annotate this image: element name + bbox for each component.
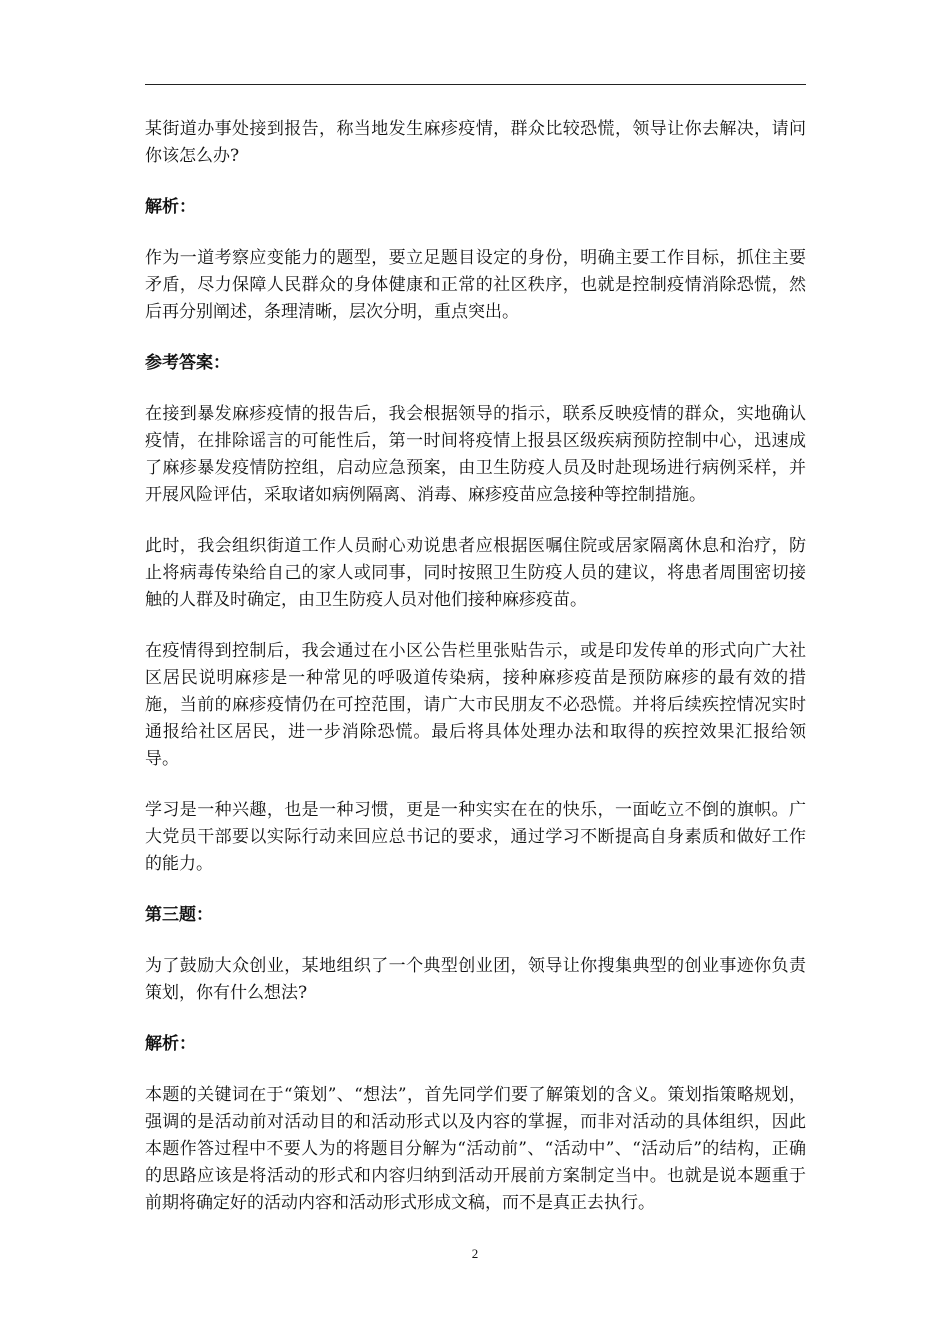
question-3-heading: 第三题： bbox=[145, 905, 213, 925]
analysis-heading-2: 解析： bbox=[145, 1034, 196, 1054]
question-3-text: 为了鼓励大众创业，某地组织了一个典型创业团，领导让你搜集典型的创业事迹你负责策划，你有什么想法? bbox=[145, 956, 806, 1003]
question-2-text: 某街道办事处接到报告，称当地发生麻疹疫情，群众比较恐慌，领导让你去解决，请问你该怎么办? bbox=[145, 119, 806, 166]
page-number: 2 bbox=[471, 1246, 479, 1261]
answer-heading: 参考答案： bbox=[145, 353, 230, 373]
document-body bbox=[145, 116, 806, 1241]
analysis-heading-1: 解析： bbox=[145, 197, 196, 217]
answer-para-2: 此时，我会组织街道工作人员耐心劝说患者应根据医嘱住院或居家隔离休息和治疗，防止将病毒传染给自己的家人或同事，同时按照卫生防疫人员的建议，将患者周围密切接触的人群及时确定，由卫生防疫人员对他们接种麻疹疫苗。 bbox=[145, 536, 806, 610]
answer-para-3: 在疫情得到控制后，我会通过在小区公告栏里张贴告示，或是印发传单的形式向广大社区居民说明麻疹是一种常见的呼吸道传染病，接种麻疹疫苗是预防麻疹的最有效的措施，当前的麻疹疫情仍在可控范围，请广大市民朋友不必恐慌。并将后续疾控情况实时通报给社区居民，进一步消除恐慌。最后将具体处理办法和取得的疾控效果汇报给领导。 bbox=[145, 641, 806, 769]
header-rule bbox=[145, 84, 806, 85]
answer-para-1: 在接到暴发麻疹疫情的报告后，我会根据领导的指示，联系反映疫情的群众，实地确认疫情，在排除谣言的可能性后，第一时间将疫情上报县区级疾病预防控制中心，迅速成了麻疹暴发疫情防控组，启动应急预案，由卫生防疫人员及时赴现场进行病例采样，并开展风险评估，采取诸如病例隔离、消毒、麻疹疫苗应急接种等控制措施。 bbox=[145, 404, 806, 505]
analysis-text-1: 作为一道考察应变能力的题型，要立足题目设定的身份，明确主要工作目标，抓住主要矛盾，尽力保障人民群众的身体健康和正常的社区秩序，也就是控制疫情消除恐慌，然后再分别阐述，条理清晰，层次分明，重点突出。 bbox=[145, 248, 806, 322]
analysis-text-2: 本题的关键词在于“策划”、“想法”，首先同学们要了解策划的含义。策划指策略规划，强调的是活动前对活动目的和活动形式以及内容的掌握，而非对活动的具体组织，因此本题作答过程中不要人为的将题目分解为“活动前”、“活动中”、“活动后”的结构，正确的思路应该是将活动的形式和内容归纳到活动开展前方案制定当中。也就是说本题重于前期将确定好的活动内容和活动形式形成文稿，而不是真正去执行。 bbox=[145, 1085, 806, 1213]
study-para: 学习是一种兴趣，也是一种习惯，更是一种实实在在的快乐，一面屹立不倒的旗帜。广大党员干部要以实际行动来回应总书记的要求，通过学习不断提高自身素质和做好工作的能力。 bbox=[145, 800, 806, 874]
